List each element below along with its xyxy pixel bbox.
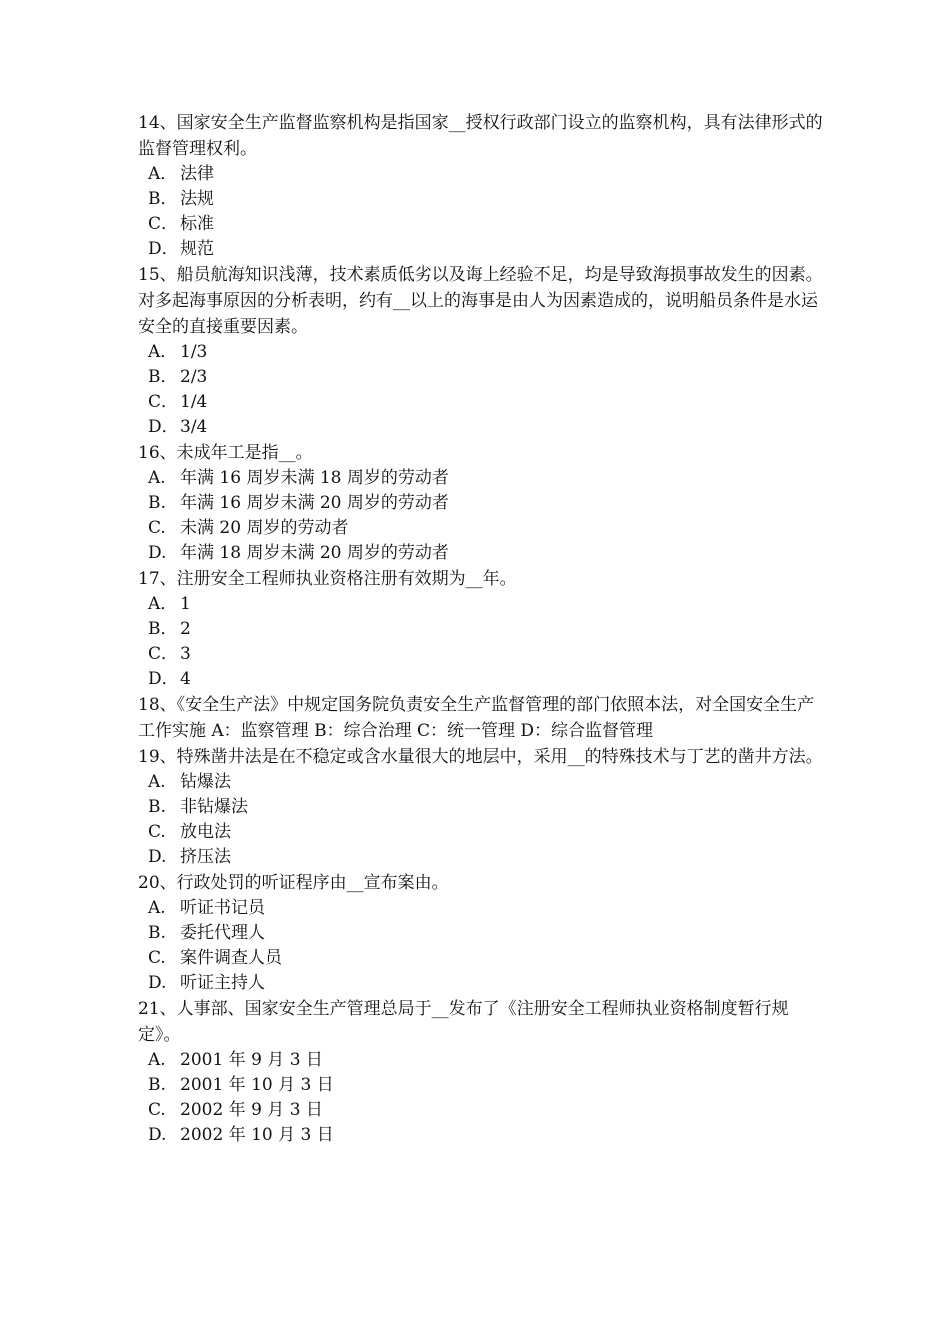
option-key: C． — [148, 392, 179, 412]
option-key: A． — [148, 164, 178, 184]
option-text: 未满 20 周岁的劳动者 — [180, 518, 349, 538]
option-key: D. — [148, 847, 167, 867]
answer-option — [138, 921, 828, 946]
answer-option — [138, 1048, 828, 1073]
option-text: 2 — [180, 619, 191, 639]
option-text: 2/3 — [180, 367, 208, 387]
option-text: 3 — [180, 644, 191, 664]
answer-option — [138, 667, 828, 692]
option-text: 委托代理人 — [180, 923, 265, 943]
option-text: 规范 — [180, 239, 214, 259]
option-key: B． — [148, 189, 178, 209]
option-text: 标准 — [180, 214, 214, 234]
option-text: 挤压法 — [180, 847, 231, 867]
question-21 — [138, 996, 828, 1148]
answer-option — [138, 592, 828, 617]
answer-option — [138, 971, 828, 996]
option-key: C. — [148, 822, 166, 842]
option-key: B. — [148, 493, 166, 513]
answer-option — [138, 390, 828, 415]
option-key: B. — [148, 797, 166, 817]
option-key: B. — [148, 923, 166, 943]
option-key: A. — [148, 898, 166, 918]
option-text: 年满 18 周岁未满 20 周岁的劳动者 — [180, 543, 449, 563]
answer-option — [138, 946, 828, 971]
answer-option — [138, 820, 828, 845]
option-key: C. — [148, 948, 166, 968]
answer-option — [138, 415, 828, 440]
question-15 — [138, 262, 828, 440]
option-text: 听证主持人 — [180, 973, 265, 993]
option-text: 2002 年 10 月 3 日 — [180, 1125, 334, 1145]
answer-option — [138, 1073, 828, 1098]
option-key: D. — [148, 973, 167, 993]
option-text: 钻爆法 — [180, 772, 231, 792]
option-key: A. — [148, 772, 166, 792]
option-key: D. — [148, 543, 167, 563]
option-text: 2001 年 9 月 3 日 — [180, 1050, 323, 1070]
question-stem: 16、未成年工是指__。 — [138, 443, 313, 463]
option-key: C. — [148, 1100, 166, 1120]
option-text: 1/3 — [180, 342, 208, 362]
question-stem: 14、国家安全生产监督监察机构是指国家__授权行政部门设立的监察机构，具有法律形式的监督管理权利。 — [138, 113, 823, 159]
question-14 — [138, 110, 828, 262]
option-text: 放电法 — [180, 822, 231, 842]
option-key: C． — [148, 644, 179, 664]
answer-option — [138, 541, 828, 566]
option-key: A. — [148, 468, 166, 488]
answer-option — [138, 187, 828, 212]
answer-option — [138, 340, 828, 365]
option-key: C. — [148, 518, 166, 538]
option-key: D． — [148, 669, 179, 689]
question-list — [138, 110, 828, 1148]
option-text: 法律 — [180, 164, 214, 184]
answer-option — [138, 466, 828, 491]
option-text: 听证书记员 — [180, 898, 265, 918]
answer-option — [138, 212, 828, 237]
option-text: 非钻爆法 — [180, 797, 248, 817]
question-17 — [138, 566, 828, 692]
question-16 — [138, 440, 828, 566]
answer-option — [138, 1123, 828, 1148]
question-stem: 18、《安全生产法》中规定国务院负责安全生产监督管理的部门依照本法，对全国安全生产工作实施 A：监察管理 B：综合治理 C：统一管理 D：综合监督管理 — [138, 695, 815, 741]
question-stem: 15、船员航海知识浅薄，技术素质低劣以及诲上经验不足，均是导致海损事故发生的因素。对多起海事原因的分析表明，约有__以上的海事是由人为因素造成的，说明船员条件是水运安全的直接重要因素。 — [138, 265, 823, 337]
option-text: 年满 16 周岁未满 20 周岁的劳动者 — [180, 493, 449, 513]
question-stem: 21、人事部、国家安全生产管理总局于__发布了《注册安全工程师执业资格制度暂行规定》。 — [138, 999, 789, 1045]
option-text: 2002 年 9 月 3 日 — [180, 1100, 323, 1120]
answer-option — [138, 896, 828, 921]
question-stem: 19、特殊凿井法是在不稳定或含水量很大的地层中，采用__的特殊技术与丁艺的凿井方法。 — [138, 747, 823, 767]
option-text: 1/4 — [180, 392, 208, 412]
option-key: D. — [148, 1125, 167, 1145]
option-key: C． — [148, 214, 179, 234]
option-text: 2001 年 10 月 3 日 — [180, 1075, 334, 1095]
option-text: 1 — [180, 594, 191, 614]
option-key: B． — [148, 619, 178, 639]
option-text: 案件调查人员 — [180, 948, 282, 968]
answer-option — [138, 845, 828, 870]
answer-option — [138, 516, 828, 541]
option-key: A． — [148, 594, 178, 614]
answer-option — [138, 491, 828, 516]
question-20 — [138, 870, 828, 996]
question-stem: 17、注册安全工程师执业资格注册有效期为__年。 — [138, 569, 517, 589]
option-key: D． — [148, 417, 179, 437]
answer-option — [138, 617, 828, 642]
option-key: D． — [148, 239, 179, 259]
option-text: 年满 16 周岁未满 18 周岁的劳动者 — [180, 468, 449, 488]
answer-option — [138, 795, 828, 820]
answer-option — [138, 1098, 828, 1123]
question-stem: 20、行政处罚的听证程序由__宣布案由。 — [138, 873, 449, 893]
question-18 — [138, 692, 828, 744]
answer-option — [138, 162, 828, 187]
option-text: 4 — [180, 669, 191, 689]
answer-option — [138, 237, 828, 262]
option-text: 法规 — [180, 189, 214, 209]
option-key: B． — [148, 367, 178, 387]
option-key: A. — [148, 1050, 166, 1070]
option-key: B. — [148, 1075, 166, 1095]
question-19 — [138, 744, 828, 870]
answer-option — [138, 642, 828, 667]
answer-option — [138, 365, 828, 390]
option-text: 3/4 — [180, 417, 208, 437]
answer-option — [138, 770, 828, 795]
option-key: A． — [148, 342, 178, 362]
